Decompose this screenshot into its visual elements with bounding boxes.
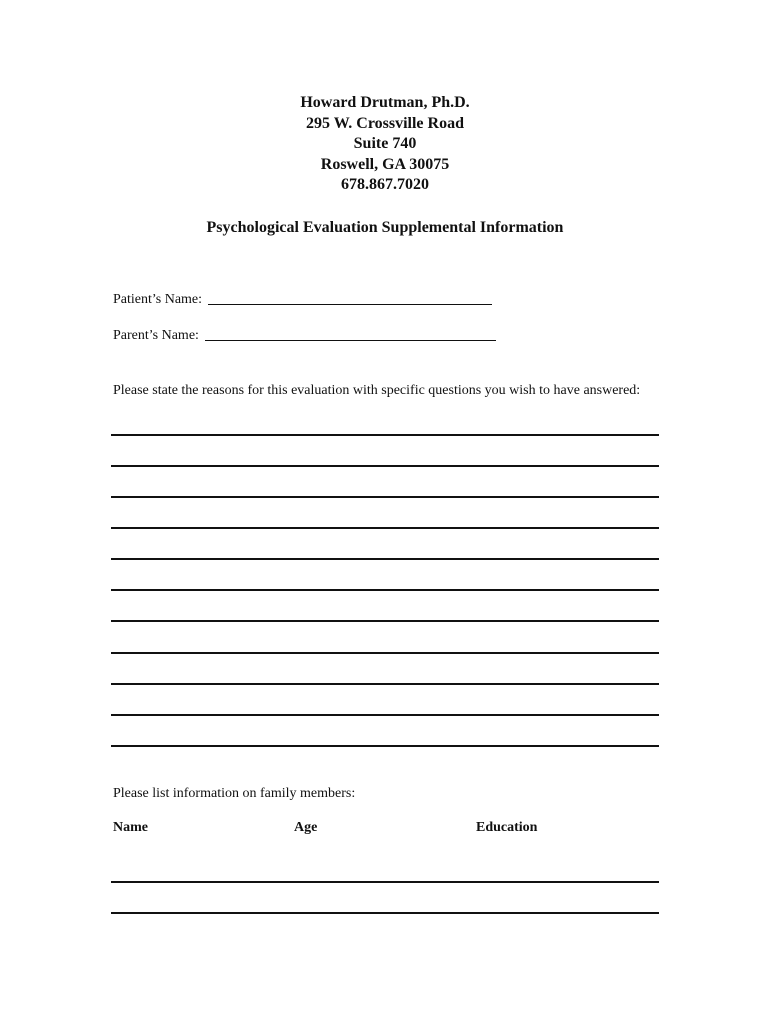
reasons-line[interactable] bbox=[111, 589, 659, 591]
reasons-line[interactable] bbox=[111, 465, 659, 467]
street-address: 295 W. Crossville Road bbox=[306, 114, 464, 132]
column-header-age: Age bbox=[294, 820, 318, 835]
parent-name-label: Parent’s Name: bbox=[113, 328, 199, 343]
column-header-education: Education bbox=[476, 820, 538, 835]
family-member-line[interactable] bbox=[111, 912, 659, 914]
reasons-line[interactable] bbox=[111, 714, 659, 716]
column-header-name: Name bbox=[113, 820, 148, 835]
reasons-line[interactable] bbox=[111, 434, 659, 436]
reasons-line[interactable] bbox=[111, 558, 659, 560]
reasons-line[interactable] bbox=[111, 620, 659, 622]
reasons-line[interactable] bbox=[111, 745, 659, 747]
form-title: Psychological Evaluation Supplemental Information bbox=[206, 219, 564, 236]
reasons-line[interactable] bbox=[111, 652, 659, 654]
letterhead bbox=[0, 93, 770, 196]
city-state-zip: Roswell, GA 30075 bbox=[320, 155, 450, 173]
reasons-line[interactable] bbox=[111, 683, 659, 685]
family-prompt: Please list information on family members: bbox=[113, 786, 356, 801]
reasons-prompt: Please state the reasons for this evaluation with specific questions you wish to have answered: bbox=[113, 383, 641, 398]
reasons-line[interactable] bbox=[111, 496, 659, 498]
patient-name-line[interactable] bbox=[208, 303, 492, 305]
doctor-name: Howard Drutman, Ph.D. bbox=[300, 94, 470, 111]
phone-number: 678.867.7020 bbox=[341, 176, 429, 193]
reasons-line[interactable] bbox=[111, 527, 659, 529]
parent-name-line[interactable] bbox=[205, 339, 496, 341]
patient-name-label: Patient’s Name: bbox=[113, 292, 203, 307]
family-member-line[interactable] bbox=[111, 881, 659, 883]
parent-name-field[interactable] bbox=[113, 328, 496, 344]
suite-number: Suite 740 bbox=[353, 135, 417, 152]
patient-name-field[interactable] bbox=[113, 292, 492, 308]
